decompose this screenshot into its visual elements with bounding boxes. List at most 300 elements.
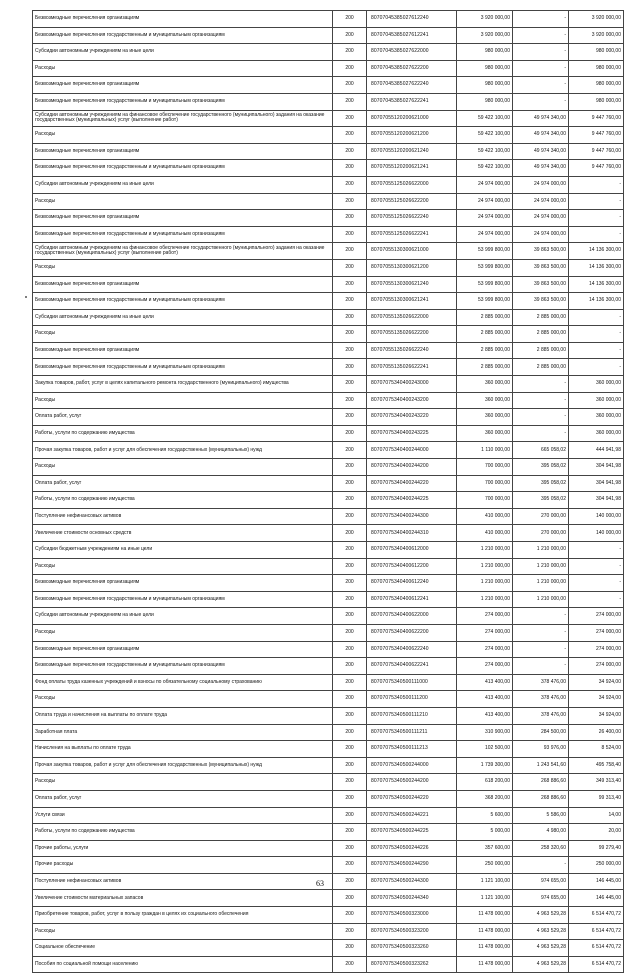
- remaining-amount-cell: 444 941,98: [569, 442, 624, 459]
- budget-code-cell: 80707075340500244340: [367, 890, 457, 907]
- budget-code-cell: 80707055135026622241: [367, 359, 457, 376]
- item-name-cell: Безвозмездные перечисления организациям: [33, 11, 333, 28]
- executed-amount-cell: 4 963 529,28: [513, 940, 569, 957]
- executed-amount-cell: 974 655,00: [513, 873, 569, 890]
- executed-amount-cell: 268 886,60: [513, 790, 569, 807]
- budget-code-cell: 80707055135026622200: [367, 326, 457, 343]
- line-code-cell: 200: [333, 309, 367, 326]
- executed-amount-cell: 270 000,00: [513, 508, 569, 525]
- budget-code-cell: 80707045385027622200: [367, 60, 457, 77]
- remaining-amount-cell: 274 000,00: [569, 608, 624, 625]
- line-code-cell: 200: [333, 608, 367, 625]
- budget-code-cell: 80707055120200621241: [367, 160, 457, 177]
- line-code-cell: 200: [333, 110, 367, 127]
- executed-amount-cell: 39 863 500,00: [513, 259, 569, 276]
- executed-amount-cell: 378 476,00: [513, 691, 569, 708]
- remaining-amount-cell: 9 447 760,00: [569, 160, 624, 177]
- remaining-amount-cell: 360 000,00: [569, 392, 624, 409]
- budget-code-cell: 80707055125026622241: [367, 226, 457, 243]
- remaining-amount-cell: 980 000,00: [569, 44, 624, 61]
- remaining-amount-cell: -: [569, 342, 624, 359]
- remaining-amount-cell: 34 924,00: [569, 707, 624, 724]
- item-name-cell: Безвозмездные перечисления государственным и муниципальным организациям: [33, 27, 333, 44]
- line-code-cell: 200: [333, 658, 367, 675]
- remaining-amount-cell: 20,00: [569, 824, 624, 841]
- executed-amount-cell: 1 210 000,00: [513, 542, 569, 559]
- approved-amount-cell: 274 000,00: [457, 641, 513, 658]
- line-code-cell: 200: [333, 674, 367, 691]
- item-name-cell: Социальное обеспечение: [33, 940, 333, 957]
- executed-amount-cell: 1 210 000,00: [513, 558, 569, 575]
- budget-code-cell: 80707075340500111211: [367, 724, 457, 741]
- budget-code-cell: 80707055120200621240: [367, 143, 457, 160]
- remaining-amount-cell: 3 920 000,00: [569, 11, 624, 28]
- approved-amount-cell: 980 000,00: [457, 77, 513, 94]
- table-row: [33, 824, 624, 841]
- executed-amount-cell: -: [513, 624, 569, 641]
- item-name-cell: Субсидии автономным учреждениям на финансовое обеспечение государственного (муниципального) задания на оказание государственных (муниципальных) услуг (выполнение работ): [33, 243, 333, 260]
- line-code-cell: 200: [333, 276, 367, 293]
- line-code-cell: 200: [333, 127, 367, 144]
- remaining-amount-cell: 140 000,00: [569, 508, 624, 525]
- item-name-cell: Расходы: [33, 624, 333, 641]
- table-row: [33, 44, 624, 61]
- executed-amount-cell: 24 974 000,00: [513, 226, 569, 243]
- approved-amount-cell: 24 974 000,00: [457, 210, 513, 227]
- approved-amount-cell: 1 121 100,00: [457, 890, 513, 907]
- remaining-amount-cell: 6 514 470,72: [569, 923, 624, 940]
- table-row: [33, 276, 624, 293]
- budget-code-cell: 80707075340400622241: [367, 658, 457, 675]
- budget-code-cell: 80707045385027622000: [367, 44, 457, 61]
- line-code-cell: 200: [333, 624, 367, 641]
- item-name-cell: Расходы: [33, 774, 333, 791]
- item-name-cell: Расходы: [33, 558, 333, 575]
- line-code-cell: 200: [333, 873, 367, 890]
- table-row: [33, 60, 624, 77]
- table-row: [33, 691, 624, 708]
- remaining-amount-cell: 14 136 300,00: [569, 293, 624, 310]
- executed-amount-cell: -: [513, 27, 569, 44]
- approved-amount-cell: 53 999 800,00: [457, 243, 513, 260]
- line-code-cell: 200: [333, 890, 367, 907]
- remaining-amount-cell: -: [569, 326, 624, 343]
- line-code-cell: 200: [333, 774, 367, 791]
- budget-table: [32, 10, 624, 973]
- executed-amount-cell: 2 885 000,00: [513, 326, 569, 343]
- remaining-amount-cell: 99 313,40: [569, 790, 624, 807]
- remaining-amount-cell: 980 000,00: [569, 60, 624, 77]
- item-name-cell: Расходы: [33, 326, 333, 343]
- budget-code-cell: 80707075340400244310: [367, 525, 457, 542]
- table-row: [33, 243, 624, 260]
- remaining-amount-cell: 14 136 300,00: [569, 276, 624, 293]
- approved-amount-cell: 53 999 800,00: [457, 276, 513, 293]
- executed-amount-cell: 5 586,00: [513, 807, 569, 824]
- budget-code-cell: 80707045385027612241: [367, 27, 457, 44]
- budget-code-cell: 80707075340400622240: [367, 641, 457, 658]
- table-row: [33, 459, 624, 476]
- item-name-cell: Приобретение товаров, работ, услуг в пользу граждан в целях их социального обеспечения: [33, 907, 333, 924]
- margin-mark: [25, 296, 27, 298]
- budget-code-cell: 80707075340500244220: [367, 790, 457, 807]
- table-row: [33, 492, 624, 509]
- table-row: [33, 160, 624, 177]
- table-row: [33, 93, 624, 110]
- line-code-cell: 200: [333, 807, 367, 824]
- item-name-cell: Расходы: [33, 60, 333, 77]
- remaining-amount-cell: -: [569, 176, 624, 193]
- approved-amount-cell: 360 000,00: [457, 376, 513, 393]
- remaining-amount-cell: 99 279,40: [569, 840, 624, 857]
- item-name-cell: Пособия по социальной помощи населению: [33, 956, 333, 973]
- executed-amount-cell: 378 476,00: [513, 674, 569, 691]
- table-row: [33, 309, 624, 326]
- approved-amount-cell: 1 110 000,00: [457, 442, 513, 459]
- executed-amount-cell: -: [513, 608, 569, 625]
- line-code-cell: 200: [333, 525, 367, 542]
- executed-amount-cell: -: [513, 60, 569, 77]
- table-row: [33, 707, 624, 724]
- budget-code-cell: 80707045385027622240: [367, 77, 457, 94]
- budget-code-cell: 80707075340400243225: [367, 425, 457, 442]
- table-row: [33, 259, 624, 276]
- item-name-cell: Расходы: [33, 392, 333, 409]
- executed-amount-cell: -: [513, 425, 569, 442]
- item-name-cell: Субсидии бюджетным учреждениям на иные цели: [33, 542, 333, 559]
- budget-code-cell: 80707055130300621240: [367, 276, 457, 293]
- approved-amount-cell: 1 210 000,00: [457, 542, 513, 559]
- approved-amount-cell: 53 999 800,00: [457, 293, 513, 310]
- budget-code-cell: 80707055135026622000: [367, 309, 457, 326]
- executed-amount-cell: -: [513, 641, 569, 658]
- approved-amount-cell: 618 200,00: [457, 774, 513, 791]
- executed-amount-cell: -: [513, 857, 569, 874]
- executed-amount-cell: 378 476,00: [513, 707, 569, 724]
- remaining-amount-cell: 250 000,00: [569, 857, 624, 874]
- budget-code-cell: 80707075340500111210: [367, 707, 457, 724]
- approved-amount-cell: 102 500,00: [457, 741, 513, 758]
- remaining-amount-cell: 9 447 760,00: [569, 110, 624, 127]
- item-name-cell: Расходы: [33, 459, 333, 476]
- executed-amount-cell: 39 863 500,00: [513, 276, 569, 293]
- budget-code-cell: 80707055125026622000: [367, 176, 457, 193]
- line-code-cell: 200: [333, 691, 367, 708]
- line-code-cell: 200: [333, 176, 367, 193]
- budget-code-cell: 80707075340500323260: [367, 940, 457, 957]
- line-code-cell: 200: [333, 259, 367, 276]
- executed-amount-cell: 93 976,00: [513, 741, 569, 758]
- budget-code-cell: 80707075340500244300: [367, 873, 457, 890]
- budget-code-cell: 80707075340400243000: [367, 376, 457, 393]
- budget-code-cell: 80707075340500111000: [367, 674, 457, 691]
- approved-amount-cell: 413 400,00: [457, 691, 513, 708]
- line-code-cell: 200: [333, 326, 367, 343]
- budget-code-cell: 80707075340500111213: [367, 741, 457, 758]
- item-name-cell: Безвозмездные перечисления государственным и муниципальным организациям: [33, 359, 333, 376]
- line-code-cell: 200: [333, 840, 367, 857]
- approved-amount-cell: 59 422 100,00: [457, 110, 513, 127]
- page-number: 63: [316, 879, 324, 888]
- executed-amount-cell: 665 058,02: [513, 442, 569, 459]
- table-row: [33, 857, 624, 874]
- executed-amount-cell: 395 058,02: [513, 475, 569, 492]
- budget-code-cell: 80707075340400244225: [367, 492, 457, 509]
- table-row: [33, 392, 624, 409]
- item-name-cell: Прочие расходы: [33, 857, 333, 874]
- line-code-cell: 200: [333, 193, 367, 210]
- approved-amount-cell: 980 000,00: [457, 60, 513, 77]
- line-code-cell: 200: [333, 757, 367, 774]
- executed-amount-cell: 49 974 340,00: [513, 143, 569, 160]
- line-code-cell: 200: [333, 907, 367, 924]
- line-code-cell: 200: [333, 409, 367, 426]
- approved-amount-cell: 1 210 000,00: [457, 575, 513, 592]
- line-code-cell: 200: [333, 293, 367, 310]
- executed-amount-cell: 49 974 340,00: [513, 110, 569, 127]
- remaining-amount-cell: 6 514 470,72: [569, 956, 624, 973]
- remaining-amount-cell: 274 000,00: [569, 624, 624, 641]
- table-row: [33, 674, 624, 691]
- approved-amount-cell: 700 000,00: [457, 475, 513, 492]
- table-row: [33, 890, 624, 907]
- table-row: [33, 326, 624, 343]
- executed-amount-cell: 1 210 000,00: [513, 591, 569, 608]
- executed-amount-cell: 4 963 529,28: [513, 923, 569, 940]
- approved-amount-cell: 1 210 000,00: [457, 558, 513, 575]
- approved-amount-cell: 274 000,00: [457, 608, 513, 625]
- budget-code-cell: 80707075340400612241: [367, 591, 457, 608]
- item-name-cell: Расходы: [33, 193, 333, 210]
- item-name-cell: Субсидии автономным учреждениям на иные цели: [33, 176, 333, 193]
- item-name-cell: Услуги связи: [33, 807, 333, 824]
- item-name-cell: Безвозмездные перечисления организациям: [33, 276, 333, 293]
- executed-amount-cell: 39 863 500,00: [513, 243, 569, 260]
- line-code-cell: 200: [333, 492, 367, 509]
- remaining-amount-cell: 304 941,98: [569, 459, 624, 476]
- line-code-cell: 200: [333, 923, 367, 940]
- remaining-amount-cell: 360 000,00: [569, 376, 624, 393]
- item-name-cell: Субсидии автономным учреждениям на финансовое обеспечение государственного (муниципального) задания на оказание государственных (муниципальных) услуг (выполнение работ): [33, 110, 333, 127]
- table-row: [33, 27, 624, 44]
- item-name-cell: Безвозмездные перечисления государственным и муниципальным организациям: [33, 226, 333, 243]
- table-row: [33, 77, 624, 94]
- approved-amount-cell: 24 974 000,00: [457, 176, 513, 193]
- remaining-amount-cell: 14,00: [569, 807, 624, 824]
- table-row: [33, 923, 624, 940]
- executed-amount-cell: 24 974 000,00: [513, 210, 569, 227]
- item-name-cell: Безвозмездные перечисления государственным и муниципальным организациям: [33, 658, 333, 675]
- budget-code-cell: 80707075340500244290: [367, 857, 457, 874]
- executed-amount-cell: 24 974 000,00: [513, 176, 569, 193]
- item-name-cell: Прочая закупка товаров, работ и услуг для обеспечения государственных (муниципальных) нужд: [33, 442, 333, 459]
- approved-amount-cell: 360 000,00: [457, 392, 513, 409]
- item-name-cell: Безвозмездные перечисления организациям: [33, 342, 333, 359]
- line-code-cell: 200: [333, 591, 367, 608]
- approved-amount-cell: 360 000,00: [457, 409, 513, 426]
- table-row: [33, 658, 624, 675]
- line-code-cell: 200: [333, 459, 367, 476]
- item-name-cell: Безвозмездные перечисления организациям: [33, 77, 333, 94]
- approved-amount-cell: 410 000,00: [457, 508, 513, 525]
- budget-code-cell: 80707075340500111200: [367, 691, 457, 708]
- approved-amount-cell: 980 000,00: [457, 93, 513, 110]
- approved-amount-cell: 250 000,00: [457, 857, 513, 874]
- table-row: [33, 376, 624, 393]
- line-code-cell: 200: [333, 226, 367, 243]
- remaining-amount-cell: 14 136 300,00: [569, 259, 624, 276]
- table-row: [33, 542, 624, 559]
- line-code-cell: 200: [333, 425, 367, 442]
- item-name-cell: Работы, услуги по содержанию имущества: [33, 824, 333, 841]
- budget-code-cell: 80707075340500244225: [367, 824, 457, 841]
- remaining-amount-cell: -: [569, 226, 624, 243]
- remaining-amount-cell: -: [569, 210, 624, 227]
- table-row: [33, 508, 624, 525]
- item-name-cell: Расходы: [33, 923, 333, 940]
- remaining-amount-cell: 26 400,00: [569, 724, 624, 741]
- executed-amount-cell: 2 885 000,00: [513, 342, 569, 359]
- table-row: [33, 790, 624, 807]
- executed-amount-cell: 4 963 529,28: [513, 956, 569, 973]
- item-name-cell: Увеличение стоимости основных средств: [33, 525, 333, 542]
- table-row: [33, 11, 624, 28]
- approved-amount-cell: 410 000,00: [457, 525, 513, 542]
- remaining-amount-cell: 360 000,00: [569, 425, 624, 442]
- item-name-cell: Расходы: [33, 127, 333, 144]
- line-code-cell: 200: [333, 741, 367, 758]
- item-name-cell: Оплата работ, услуг: [33, 790, 333, 807]
- executed-amount-cell: 268 886,60: [513, 774, 569, 791]
- remaining-amount-cell: 980 000,00: [569, 77, 624, 94]
- line-code-cell: 200: [333, 11, 367, 28]
- item-name-cell: Работы, услуги по содержанию имущества: [33, 425, 333, 442]
- executed-amount-cell: 2 885 000,00: [513, 359, 569, 376]
- remaining-amount-cell: 34 924,00: [569, 691, 624, 708]
- approved-amount-cell: 700 000,00: [457, 459, 513, 476]
- line-code-cell: 200: [333, 558, 367, 575]
- executed-amount-cell: 49 974 340,00: [513, 127, 569, 144]
- budget-code-cell: 80707075340500323000: [367, 907, 457, 924]
- budget-code-cell: 80707075340500244226: [367, 840, 457, 857]
- approved-amount-cell: 3 920 000,00: [457, 27, 513, 44]
- approved-amount-cell: 2 885 000,00: [457, 342, 513, 359]
- table-row: [33, 342, 624, 359]
- remaining-amount-cell: -: [569, 591, 624, 608]
- line-code-cell: 200: [333, 210, 367, 227]
- budget-code-cell: 80707075340400612000: [367, 542, 457, 559]
- line-code-cell: 200: [333, 641, 367, 658]
- table-row: [33, 143, 624, 160]
- remaining-amount-cell: 9 447 760,00: [569, 143, 624, 160]
- table-row: [33, 425, 624, 442]
- budget-code-cell: 80707075340400622000: [367, 608, 457, 625]
- approved-amount-cell: 413 400,00: [457, 674, 513, 691]
- remaining-amount-cell: 495 758,40: [569, 757, 624, 774]
- remaining-amount-cell: 349 313,40: [569, 774, 624, 791]
- approved-amount-cell: 2 885 000,00: [457, 326, 513, 343]
- budget-code-cell: 80707055135026622240: [367, 342, 457, 359]
- approved-amount-cell: 413 400,00: [457, 707, 513, 724]
- table-row: [33, 624, 624, 641]
- item-name-cell: Оплата работ, услуг: [33, 409, 333, 426]
- table-row: [33, 741, 624, 758]
- table-row: [33, 193, 624, 210]
- line-code-cell: 200: [333, 342, 367, 359]
- executed-amount-cell: 270 000,00: [513, 525, 569, 542]
- table-row: [33, 575, 624, 592]
- budget-code-cell: 80707075340400244000: [367, 442, 457, 459]
- remaining-amount-cell: 6 514 470,72: [569, 940, 624, 957]
- item-name-cell: Безвозмездные перечисления организациям: [33, 641, 333, 658]
- approved-amount-cell: 24 974 000,00: [457, 226, 513, 243]
- remaining-amount-cell: 140 000,00: [569, 525, 624, 542]
- approved-amount-cell: 1 210 000,00: [457, 591, 513, 608]
- executed-amount-cell: 49 974 340,00: [513, 160, 569, 177]
- budget-code-cell: 80707075340500244200: [367, 774, 457, 791]
- remaining-amount-cell: 980 000,00: [569, 93, 624, 110]
- table-row: [33, 807, 624, 824]
- approved-amount-cell: 1 739 300,00: [457, 757, 513, 774]
- item-name-cell: Безвозмездные перечисления государственным и муниципальным организациям: [33, 93, 333, 110]
- remaining-amount-cell: -: [569, 309, 624, 326]
- approved-amount-cell: 5 600,00: [457, 807, 513, 824]
- budget-code-cell: 80707045385027612240: [367, 11, 457, 28]
- table-row: [33, 176, 624, 193]
- budget-code-cell: 80707075340500323262: [367, 956, 457, 973]
- remaining-amount-cell: -: [569, 542, 624, 559]
- approved-amount-cell: 11 478 000,00: [457, 956, 513, 973]
- line-code-cell: 200: [333, 392, 367, 409]
- item-name-cell: Закупка товаров, работ, услуг в целях капитального ремонта государственного (муниципального) имущества: [33, 376, 333, 393]
- budget-code-cell: 80707075340400244300: [367, 508, 457, 525]
- executed-amount-cell: -: [513, 409, 569, 426]
- executed-amount-cell: 1 210 000,00: [513, 575, 569, 592]
- item-name-cell: Оплата работ, услуг: [33, 475, 333, 492]
- item-name-cell: Расходы: [33, 259, 333, 276]
- budget-code-cell: 80707055130300621200: [367, 259, 457, 276]
- item-name-cell: Безвозмездные перечисления государственным и муниципальным организациям: [33, 160, 333, 177]
- budget-code-cell: 80707055120200621200: [367, 127, 457, 144]
- budget-code-cell: 80707075340400622200: [367, 624, 457, 641]
- executed-amount-cell: 39 863 500,00: [513, 293, 569, 310]
- budget-code-cell: 80707075340400243220: [367, 409, 457, 426]
- table-row: [33, 359, 624, 376]
- approved-amount-cell: 59 422 100,00: [457, 127, 513, 144]
- approved-amount-cell: 11 478 000,00: [457, 907, 513, 924]
- approved-amount-cell: 274 000,00: [457, 658, 513, 675]
- budget-code-cell: 80707055120200621000: [367, 110, 457, 127]
- item-name-cell: Безвозмездные перечисления организациям: [33, 143, 333, 160]
- remaining-amount-cell: 274 000,00: [569, 641, 624, 658]
- approved-amount-cell: 11 478 000,00: [457, 923, 513, 940]
- executed-amount-cell: -: [513, 658, 569, 675]
- remaining-amount-cell: 146 445,00: [569, 890, 624, 907]
- item-name-cell: Прочая закупка товаров, работ и услуг для обеспечения государственных (муниципальных) нужд: [33, 757, 333, 774]
- item-name-cell: Работы, услуги по содержанию имущества: [33, 492, 333, 509]
- budget-code-cell: 80707055125026622240: [367, 210, 457, 227]
- item-name-cell: Поступление нефинансовых активов: [33, 508, 333, 525]
- table-row: [33, 558, 624, 575]
- item-name-cell: Увеличение стоимости материальных запасов: [33, 890, 333, 907]
- executed-amount-cell: -: [513, 392, 569, 409]
- remaining-amount-cell: 274 000,00: [569, 658, 624, 675]
- line-code-cell: 200: [333, 143, 367, 160]
- approved-amount-cell: 357 600,00: [457, 840, 513, 857]
- executed-amount-cell: -: [513, 11, 569, 28]
- approved-amount-cell: 24 974 000,00: [457, 193, 513, 210]
- remaining-amount-cell: 304 941,98: [569, 492, 624, 509]
